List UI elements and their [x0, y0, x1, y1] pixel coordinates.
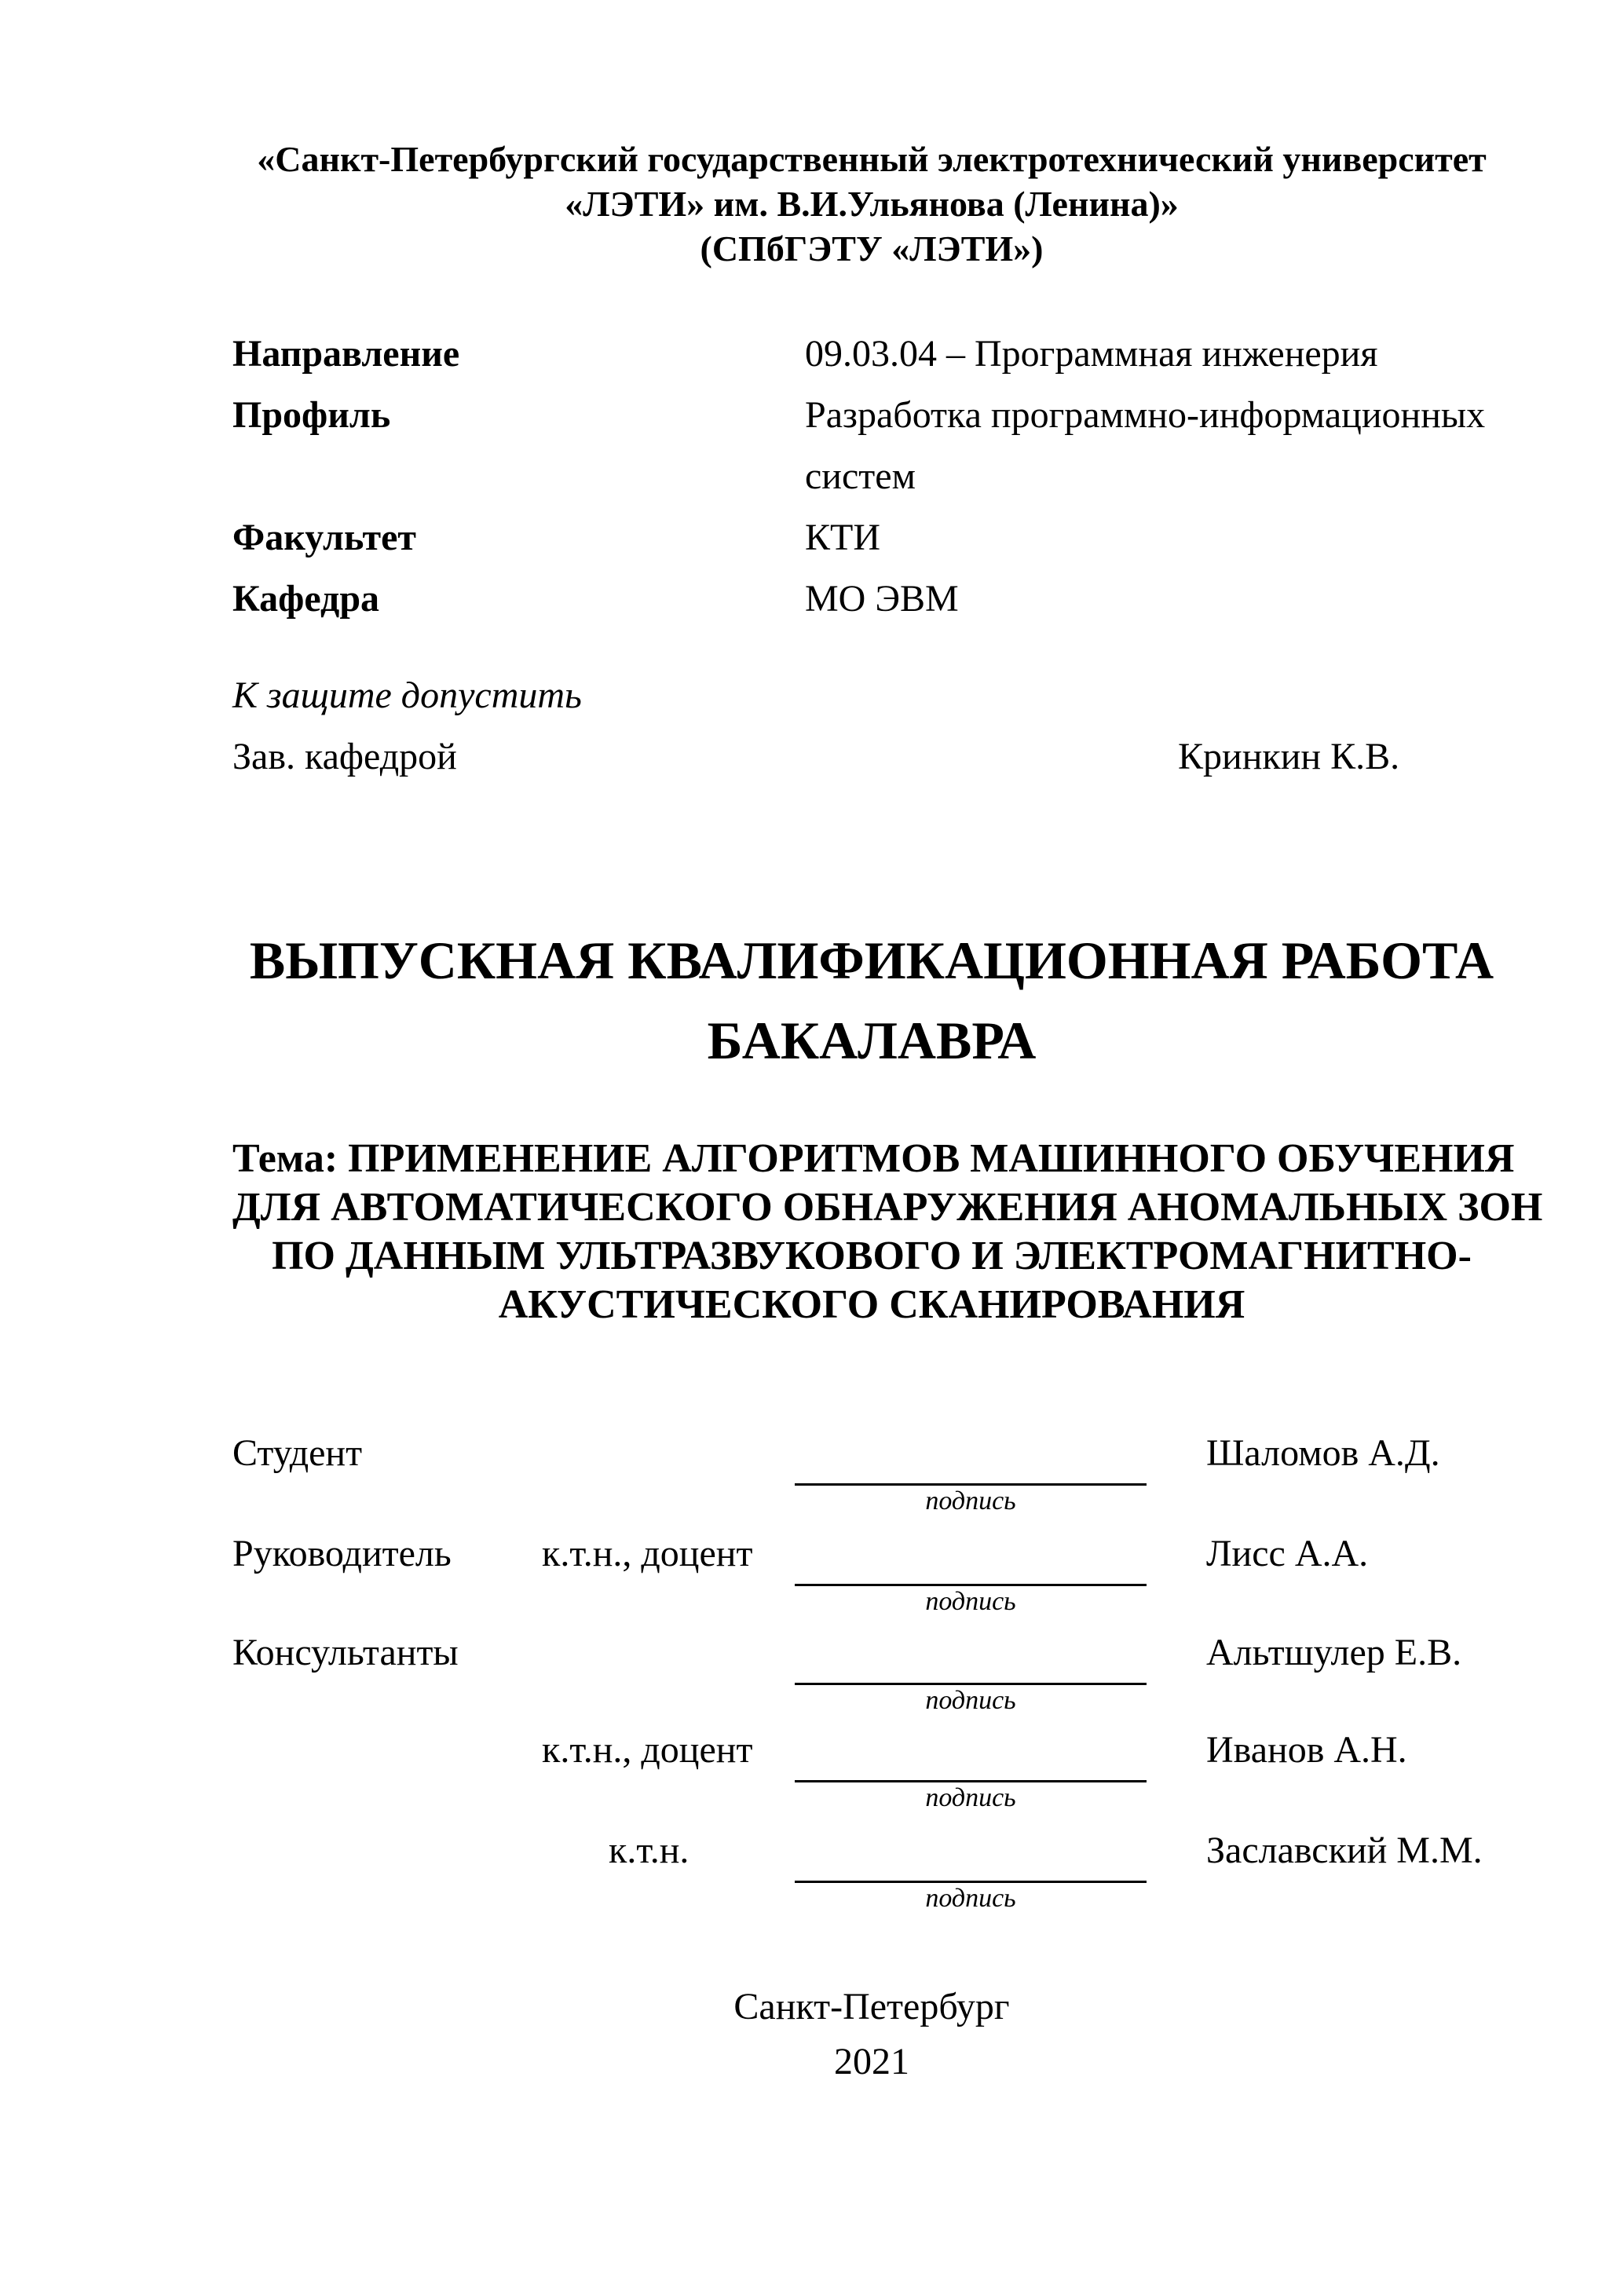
topic-line-2: ДЛЯ АВТОМАТИЧЕСКОГО ОБНАРУЖЕНИЯ АНОМАЛЬНЫХ ЗОН: [232, 1185, 1543, 1230]
footer: [232, 1980, 1511, 2089]
topic-line-3: ПО ДАННЫМ УЛЬТРАЗВУКОВОГО И ЭЛЕКТРОМАГНИТНО-: [272, 1234, 1472, 1278]
field-row-direction: [232, 324, 1511, 385]
footer-city: Санкт-Петербург: [733, 1986, 1010, 2027]
field-value-profile: Разработка программно-информационных: [805, 394, 1486, 436]
signature-row-consultant-3: [232, 1832, 1511, 1918]
signature-row-consultant-2: [232, 1731, 1511, 1818]
field-label-profile: Профиль: [232, 394, 391, 436]
university-abbreviation: (СПбГЭТУ «ЛЭТИ»): [700, 229, 1044, 269]
signature-line: [795, 1731, 1147, 1782]
field-row-faculty: [232, 507, 1511, 569]
topic-line-1: Тема: ПРИМЕНЕНИЕ АЛГОРИТМОВ МАШИННОГО ОБУЧЕНИЯ: [232, 1136, 1515, 1181]
field-value-department: МО ЭВМ: [805, 578, 959, 620]
signature-caption: подпись: [925, 1587, 1016, 1616]
field-label-direction: Направление: [232, 333, 460, 375]
field-row-profile-wrap: [232, 446, 1511, 507]
student-label: Студент: [232, 1432, 363, 1474]
consultants-label: Консультанты: [232, 1632, 459, 1673]
signature-caption: подпись: [925, 1884, 1016, 1913]
signature-row-student: [232, 1432, 1511, 1521]
supervisor-name: Лисс А.А.: [1206, 1533, 1369, 1574]
student-name: Шаломов А.Д.: [1206, 1432, 1440, 1474]
topic-block: [232, 1135, 1543, 1329]
field-label-faculty: Факультет: [232, 517, 416, 558]
field-label-department: Кафедра: [232, 578, 380, 620]
department-head-label: Зав. кафедрой: [232, 736, 457, 777]
topic-line-4: АКУСТИЧЕСКОГО СКАНИРОВАНИЯ: [498, 1282, 1245, 1327]
work-title: [232, 920, 1511, 1080]
consultant-3-name: Заславский М.М.: [1206, 1830, 1483, 1871]
signature-line: [795, 1435, 1147, 1486]
university-name-line-1: «Санкт-Петербургский государственный электротехнический университет: [257, 139, 1487, 179]
signature-row-consultant-1: [232, 1634, 1511, 1720]
university-header: [232, 137, 1511, 271]
consultant-2-degree: к.т.н., доцент: [542, 1729, 753, 1771]
supervisor-label: Руководитель: [232, 1533, 452, 1574]
work-title-line-1: ВЫПУСКНАЯ КВАЛИФИКАЦИОННАЯ РАБОТА: [249, 930, 1494, 990]
work-title-line-2: БАКАЛАВРА: [707, 1011, 1037, 1070]
field-value-profile-continued: систем: [805, 455, 916, 497]
signature-line: [795, 1535, 1147, 1586]
footer-year: 2021: [834, 2041, 909, 2082]
signature-caption: подпись: [925, 1686, 1016, 1715]
university-name-line-2: «ЛЭТИ» им. В.И.Ульянова (Ленина)»: [565, 184, 1179, 224]
field-value-faculty: КТИ: [805, 517, 880, 558]
field-value-direction: 09.03.04 – Программная инженерия: [805, 333, 1378, 375]
field-row-profile: [232, 385, 1511, 446]
signature-caption: подпись: [925, 1783, 1016, 1812]
consultant-1-name: Альтшулер Е.В.: [1206, 1632, 1462, 1673]
signature-line: [795, 1634, 1147, 1685]
supervisor-degree: к.т.н., доцент: [542, 1533, 753, 1574]
consultant-2-name: Иванов А.Н.: [1206, 1729, 1407, 1771]
signature-caption: подпись: [925, 1486, 1016, 1515]
field-row-department: [232, 569, 1511, 630]
consultant-3-degree: к.т.н.: [609, 1830, 689, 1871]
admission-note: К защите допустить: [232, 675, 582, 716]
department-head-name: Кринкин К.В.: [1178, 736, 1400, 777]
program-fields: [232, 324, 1511, 630]
signature-line: [795, 1832, 1147, 1883]
signature-row-supervisor: [232, 1535, 1511, 1621]
